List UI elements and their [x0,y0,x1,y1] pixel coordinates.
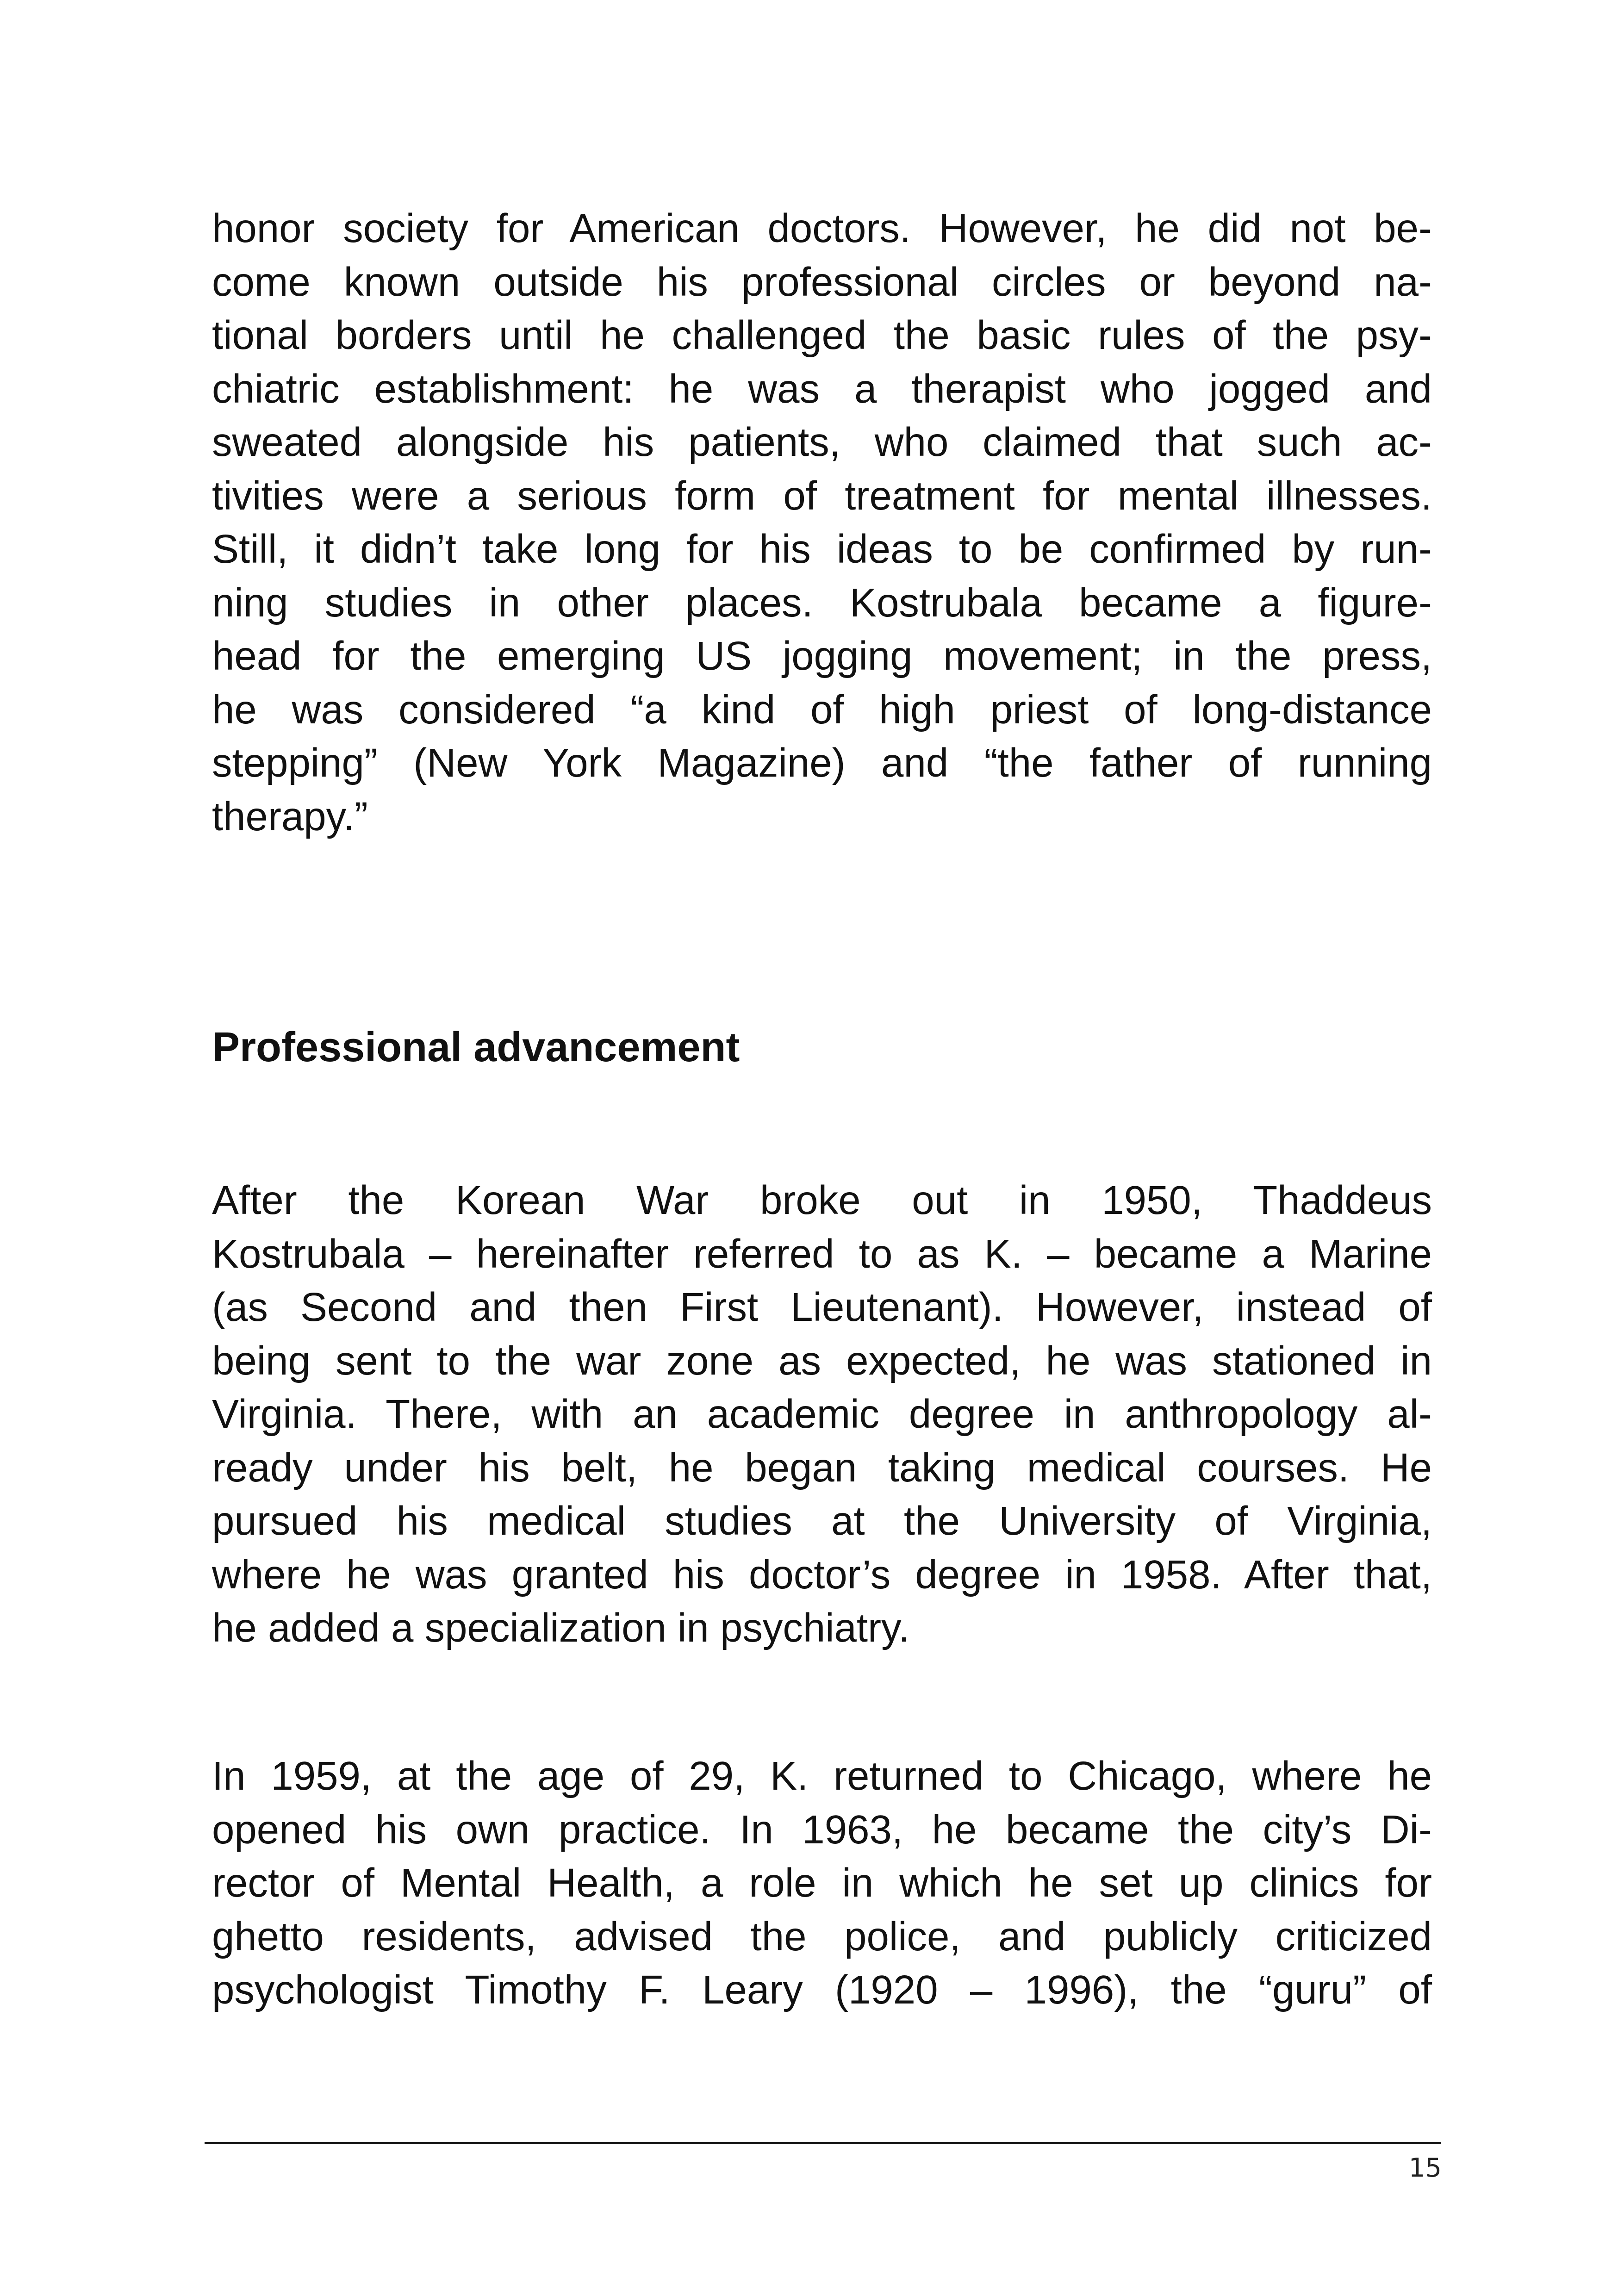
text-line: where he was granted his doctor’s degree in 1958. After that, [212,1552,1432,1597]
text-line: Virginia. There, with an academic degree in anthropology al- [212,1392,1432,1437]
text-line: Kostrubala – hereinafter referred to as K. – became a Marine [212,1231,1432,1276]
text-line: he added a specialization in psychiatry. [212,1605,910,1650]
text-line: ready under his belt, he began taking medical courses. He [212,1445,1432,1490]
text-line: tivities were a serious form of treatment for mental illnesses. [212,473,1432,518]
paragraph-intro [212,202,1432,843]
page-number: 15 [1408,2153,1442,2183]
text-line: ning studies in other places. Kostrubala became a figure- [212,580,1432,625]
text-line: After the Korean War broke out in 1950, Thaddeus [212,1178,1432,1223]
text-line: chiatric establishment: he was a therapist who jogged and [212,366,1432,411]
text-line: pursued his medical studies at the University of Virginia, [212,1499,1432,1543]
text-line: tional borders until he challenged the basic rules of the psy- [212,313,1432,358]
section-heading: Professional advancement [212,1024,740,1070]
paragraph-korean-war [212,1174,1432,1655]
text-line: rector of Mental Health, a role in which he set up clinics for [212,1860,1432,1905]
footer-divider [205,2142,1441,2144]
text-line: being sent to the war zone as expected, he was stationed in [212,1338,1432,1383]
text-line: opened his own practice. In 1963, he became the city’s Di- [212,1807,1432,1852]
paragraph-chicago [212,1749,1432,2017]
text-line: head for the emerging US jogging movement; in the press, [212,634,1432,678]
text-line: psychologist Timothy F. Leary (1920 – 1996), the “guru” of [212,1967,1432,2012]
text-line: stepping” (New York Magazine) and “the father of running [212,740,1432,785]
text-line: ghetto residents, advised the police, and publicly criticized [212,1914,1432,1959]
text-line: (as Second and then First Lieutenant). However, instead of [212,1285,1432,1330]
text-line: sweated alongside his patients, who claimed that such ac- [212,420,1432,465]
text-line: come known outside his professional circles or beyond na- [212,259,1432,305]
text-line: Still, it didn’t take long for his ideas to be confirmed by run- [212,527,1432,572]
text-line: he was considered “a kind of high priest of long-distance [212,687,1432,732]
text-line: In 1959, at the age of 29, K. returned to Chicago, where he [212,1754,1432,1798]
text-line: therapy.” [212,794,368,839]
text-line: honor society for American doctors. However, he did not be- [212,206,1432,251]
